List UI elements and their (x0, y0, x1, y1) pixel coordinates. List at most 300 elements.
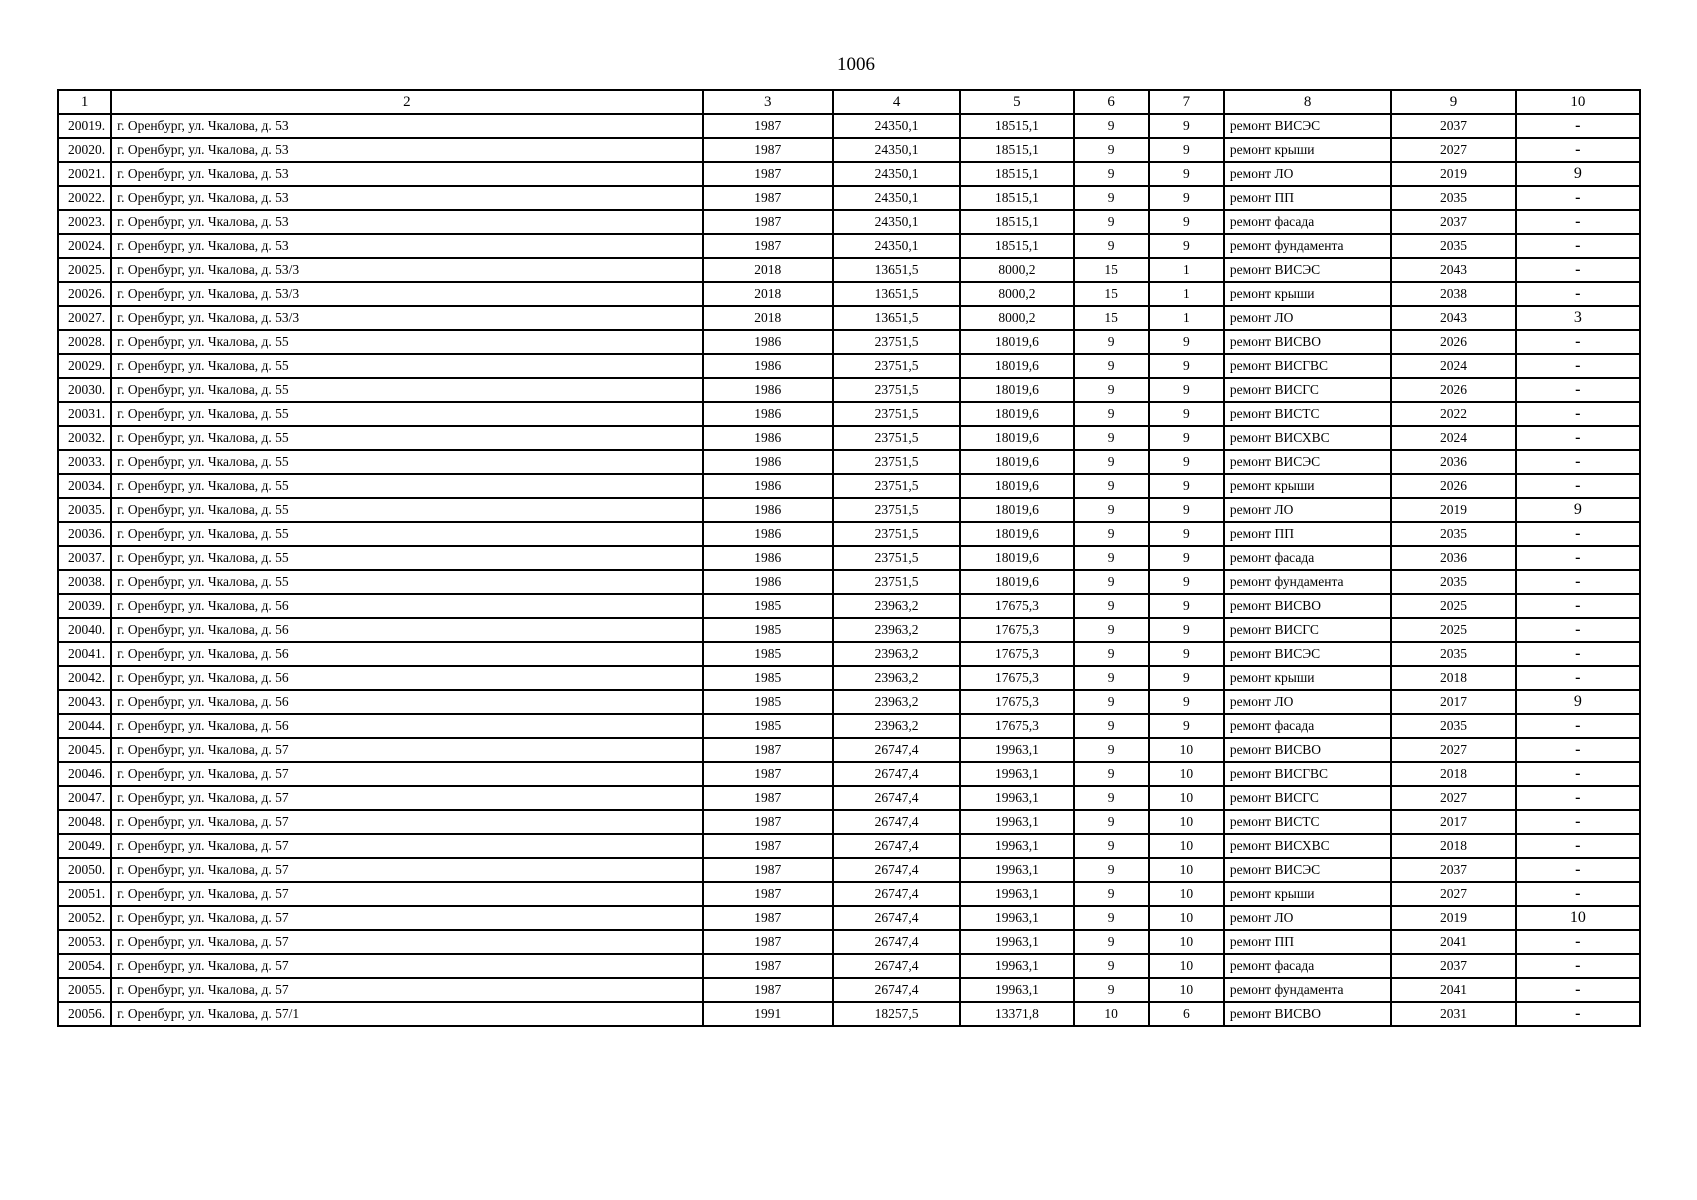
row-number-cell: 20030. (58, 378, 111, 402)
residential-area-cell: 18019,6 (960, 498, 1073, 522)
residential-area-cell: 18019,6 (960, 570, 1073, 594)
floors-cell: 9 (1074, 906, 1149, 930)
address-cell: г. Оренбург, ул. Чкалова, д. 56 (111, 690, 702, 714)
year-built-cell: 1987 (703, 762, 833, 786)
floors-cell: 15 (1074, 306, 1149, 330)
floors-cell: 9 (1074, 354, 1149, 378)
work-type-cell: ремонт ВИСТС (1224, 402, 1391, 426)
planned-year-cell: 2027 (1391, 138, 1515, 162)
row-number-cell: 20031. (58, 402, 111, 426)
total-area-cell: 23751,5 (833, 402, 960, 426)
year-built-cell: 1987 (703, 906, 833, 930)
total-area-cell: 23963,2 (833, 714, 960, 738)
work-type-cell: ремонт ВИСГВС (1224, 762, 1391, 786)
work-type-cell: ремонт крыши (1224, 282, 1391, 306)
row-number-cell: 20020. (58, 138, 111, 162)
work-type-cell: ремонт ВИСВО (1224, 738, 1391, 762)
year-built-cell: 1985 (703, 618, 833, 642)
work-type-cell: ремонт ЛО (1224, 306, 1391, 330)
column-7-cell: 9 (1149, 690, 1224, 714)
total-area-cell: 26747,4 (833, 882, 960, 906)
floors-cell: 9 (1074, 930, 1149, 954)
planned-year-cell: 2022 (1391, 402, 1515, 426)
column-10-cell: - (1516, 810, 1640, 834)
year-built-cell: 1986 (703, 546, 833, 570)
planned-year-cell: 2035 (1391, 642, 1515, 666)
residential-area-cell: 17675,3 (960, 666, 1073, 690)
floors-cell: 9 (1074, 858, 1149, 882)
total-area-cell: 26747,4 (833, 930, 960, 954)
floors-cell: 9 (1074, 426, 1149, 450)
address-cell: г. Оренбург, ул. Чкалова, д. 55 (111, 522, 702, 546)
column-10-cell: - (1516, 546, 1640, 570)
address-cell: г. Оренбург, ул. Чкалова, д. 53 (111, 138, 702, 162)
address-cell: г. Оренбург, ул. Чкалова, д. 53/3 (111, 282, 702, 306)
column-7-cell: 10 (1149, 834, 1224, 858)
planned-year-cell: 2031 (1391, 1002, 1515, 1026)
table-row (58, 498, 1640, 522)
residential-area-cell: 17675,3 (960, 714, 1073, 738)
table-row (58, 738, 1640, 762)
total-area-cell: 23963,2 (833, 594, 960, 618)
table-row (58, 618, 1640, 642)
table-row (58, 906, 1640, 930)
work-type-cell: ремонт ВИСХВС (1224, 834, 1391, 858)
year-built-cell: 1987 (703, 186, 833, 210)
floors-cell: 9 (1074, 714, 1149, 738)
work-type-cell: ремонт ВИСВО (1224, 594, 1391, 618)
row-number-cell: 20051. (58, 882, 111, 906)
residential-area-cell: 19963,1 (960, 762, 1073, 786)
address-cell: г. Оренбург, ул. Чкалова, д. 56 (111, 666, 702, 690)
floors-cell: 9 (1074, 666, 1149, 690)
residential-area-cell: 18515,1 (960, 162, 1073, 186)
work-type-cell: ремонт фасада (1224, 714, 1391, 738)
column-7-cell: 1 (1149, 258, 1224, 282)
column-7-cell: 9 (1149, 138, 1224, 162)
floors-cell: 9 (1074, 234, 1149, 258)
address-cell: г. Оренбург, ул. Чкалова, д. 53 (111, 210, 702, 234)
residential-area-cell: 19963,1 (960, 786, 1073, 810)
row-number-cell: 20048. (58, 810, 111, 834)
work-type-cell: ремонт ВИСВО (1224, 1002, 1391, 1026)
row-number-cell: 20021. (58, 162, 111, 186)
table-row (58, 330, 1640, 354)
table-row (58, 258, 1640, 282)
table-row (58, 162, 1640, 186)
column-10-cell: - (1516, 738, 1640, 762)
planned-year-cell: 2027 (1391, 882, 1515, 906)
year-built-cell: 2018 (703, 282, 833, 306)
work-type-cell: ремонт ВИСГС (1224, 618, 1391, 642)
row-number-cell: 20038. (58, 570, 111, 594)
total-area-cell: 23751,5 (833, 570, 960, 594)
column-7-cell: 9 (1149, 570, 1224, 594)
floors-cell: 9 (1074, 450, 1149, 474)
year-built-cell: 1987 (703, 210, 833, 234)
column-10-cell: - (1516, 930, 1640, 954)
year-built-cell: 1987 (703, 810, 833, 834)
row-number-cell: 20024. (58, 234, 111, 258)
row-number-cell: 20022. (58, 186, 111, 210)
row-number-cell: 20039. (58, 594, 111, 618)
table-row (58, 282, 1640, 306)
column-10-cell: - (1516, 402, 1640, 426)
floors-cell: 9 (1074, 522, 1149, 546)
total-area-cell: 13651,5 (833, 282, 960, 306)
column-10-cell: 9 (1516, 498, 1640, 522)
table-row (58, 666, 1640, 690)
residential-area-cell: 19963,1 (960, 954, 1073, 978)
year-built-cell: 1987 (703, 954, 833, 978)
floors-cell: 9 (1074, 834, 1149, 858)
address-cell: г. Оренбург, ул. Чкалова, д. 55 (111, 474, 702, 498)
column-header: 1 (58, 90, 111, 114)
column-header: 5 (960, 90, 1073, 114)
table-row (58, 186, 1640, 210)
total-area-cell: 23751,5 (833, 522, 960, 546)
row-number-cell: 20045. (58, 738, 111, 762)
column-10-cell: 10 (1516, 906, 1640, 930)
work-type-cell: ремонт ПП (1224, 186, 1391, 210)
work-type-cell: ремонт фундамента (1224, 978, 1391, 1002)
floors-cell: 9 (1074, 954, 1149, 978)
page-number: 1006 (837, 54, 875, 75)
total-area-cell: 23963,2 (833, 618, 960, 642)
planned-year-cell: 2019 (1391, 162, 1515, 186)
work-type-cell: ремонт ВИСЭС (1224, 450, 1391, 474)
column-7-cell: 1 (1149, 306, 1224, 330)
planned-year-cell: 2036 (1391, 450, 1515, 474)
residential-area-cell: 19963,1 (960, 906, 1073, 930)
floors-cell: 9 (1074, 978, 1149, 1002)
year-built-cell: 1986 (703, 570, 833, 594)
column-10-cell: - (1516, 114, 1640, 138)
planned-year-cell: 2035 (1391, 522, 1515, 546)
planned-year-cell: 2027 (1391, 738, 1515, 762)
floors-cell: 9 (1074, 786, 1149, 810)
column-7-cell: 9 (1149, 450, 1224, 474)
total-area-cell: 26747,4 (833, 738, 960, 762)
year-built-cell: 1987 (703, 930, 833, 954)
table-row (58, 1002, 1640, 1026)
floors-cell: 9 (1074, 810, 1149, 834)
column-7-cell: 1 (1149, 282, 1224, 306)
year-built-cell: 2018 (703, 258, 833, 282)
residential-area-cell: 13371,8 (960, 1002, 1073, 1026)
row-number-cell: 20050. (58, 858, 111, 882)
address-cell: г. Оренбург, ул. Чкалова, д. 56 (111, 642, 702, 666)
year-built-cell: 1986 (703, 426, 833, 450)
floors-cell: 9 (1074, 882, 1149, 906)
residential-area-cell: 8000,2 (960, 306, 1073, 330)
column-10-cell: - (1516, 666, 1640, 690)
work-type-cell: ремонт крыши (1224, 882, 1391, 906)
total-area-cell: 23751,5 (833, 330, 960, 354)
column-7-cell: 10 (1149, 738, 1224, 762)
table-row (58, 882, 1640, 906)
planned-year-cell: 2035 (1391, 570, 1515, 594)
column-10-cell: - (1516, 450, 1640, 474)
floors-cell: 9 (1074, 474, 1149, 498)
residential-area-cell: 8000,2 (960, 258, 1073, 282)
planned-year-cell: 2043 (1391, 306, 1515, 330)
planned-year-cell: 2026 (1391, 330, 1515, 354)
year-built-cell: 2018 (703, 306, 833, 330)
floors-cell: 15 (1074, 258, 1149, 282)
address-cell: г. Оренбург, ул. Чкалова, д. 57 (111, 858, 702, 882)
column-7-cell: 9 (1149, 210, 1224, 234)
column-header: 8 (1224, 90, 1391, 114)
floors-cell: 9 (1074, 138, 1149, 162)
work-type-cell: ремонт ВИСГВС (1224, 354, 1391, 378)
column-7-cell: 10 (1149, 930, 1224, 954)
planned-year-cell: 2025 (1391, 594, 1515, 618)
address-cell: г. Оренбург, ул. Чкалова, д. 57 (111, 786, 702, 810)
column-7-cell: 9 (1149, 114, 1224, 138)
column-7-cell: 10 (1149, 978, 1224, 1002)
year-built-cell: 1985 (703, 714, 833, 738)
work-type-cell: ремонт ВИСЭС (1224, 642, 1391, 666)
column-10-cell: - (1516, 522, 1640, 546)
column-10-cell: - (1516, 978, 1640, 1002)
work-type-cell: ремонт ВИСГС (1224, 786, 1391, 810)
address-cell: г. Оренбург, ул. Чкалова, д. 53/3 (111, 306, 702, 330)
floors-cell: 9 (1074, 402, 1149, 426)
address-cell: г. Оренбург, ул. Чкалова, д. 57/1 (111, 1002, 702, 1026)
planned-year-cell: 2018 (1391, 666, 1515, 690)
table-row (58, 594, 1640, 618)
planned-year-cell: 2037 (1391, 858, 1515, 882)
address-cell: г. Оренбург, ул. Чкалова, д. 57 (111, 954, 702, 978)
column-10-cell: - (1516, 762, 1640, 786)
row-number-cell: 20053. (58, 930, 111, 954)
column-10-cell: - (1516, 378, 1640, 402)
column-7-cell: 9 (1149, 354, 1224, 378)
row-number-cell: 20035. (58, 498, 111, 522)
residential-area-cell: 18019,6 (960, 522, 1073, 546)
column-10-cell: - (1516, 354, 1640, 378)
address-cell: г. Оренбург, ул. Чкалова, д. 53 (111, 234, 702, 258)
address-cell: г. Оренбург, ул. Чкалова, д. 55 (111, 330, 702, 354)
address-cell: г. Оренбург, ул. Чкалова, д. 57 (111, 834, 702, 858)
year-built-cell: 1986 (703, 330, 833, 354)
work-type-cell: ремонт фундамента (1224, 234, 1391, 258)
residential-area-cell: 18019,6 (960, 426, 1073, 450)
column-10-cell: - (1516, 594, 1640, 618)
residential-area-cell: 17675,3 (960, 642, 1073, 666)
row-number-cell: 20023. (58, 210, 111, 234)
column-7-cell: 10 (1149, 786, 1224, 810)
table-row (58, 402, 1640, 426)
table-row (58, 954, 1640, 978)
column-10-cell: - (1516, 426, 1640, 450)
planned-year-cell: 2017 (1391, 810, 1515, 834)
work-type-cell: ремонт ЛО (1224, 690, 1391, 714)
column-7-cell: 10 (1149, 858, 1224, 882)
total-area-cell: 26747,4 (833, 906, 960, 930)
row-number-cell: 20046. (58, 762, 111, 786)
residential-area-cell: 18019,6 (960, 474, 1073, 498)
work-type-cell: ремонт ВИСВО (1224, 330, 1391, 354)
residential-area-cell: 19963,1 (960, 810, 1073, 834)
residential-area-cell: 8000,2 (960, 282, 1073, 306)
total-area-cell: 13651,5 (833, 258, 960, 282)
year-built-cell: 1987 (703, 162, 833, 186)
residential-area-cell: 18019,6 (960, 546, 1073, 570)
planned-year-cell: 2035 (1391, 234, 1515, 258)
total-area-cell: 26747,4 (833, 978, 960, 1002)
year-built-cell: 1987 (703, 114, 833, 138)
table-row (58, 450, 1640, 474)
work-type-cell: ремонт фасада (1224, 546, 1391, 570)
column-10-cell: - (1516, 474, 1640, 498)
table-row (58, 114, 1640, 138)
residential-area-cell: 19963,1 (960, 738, 1073, 762)
total-area-cell: 26747,4 (833, 858, 960, 882)
column-7-cell: 9 (1149, 474, 1224, 498)
floors-cell: 9 (1074, 378, 1149, 402)
work-type-cell: ремонт ВИСХВС (1224, 426, 1391, 450)
address-cell: г. Оренбург, ул. Чкалова, д. 55 (111, 570, 702, 594)
total-area-cell: 26747,4 (833, 954, 960, 978)
row-number-cell: 20036. (58, 522, 111, 546)
year-built-cell: 1986 (703, 450, 833, 474)
year-built-cell: 1987 (703, 834, 833, 858)
total-area-cell: 23963,2 (833, 666, 960, 690)
column-10-cell: - (1516, 642, 1640, 666)
address-cell: г. Оренбург, ул. Чкалова, д. 57 (111, 810, 702, 834)
table-row (58, 786, 1640, 810)
total-area-cell: 23751,5 (833, 378, 960, 402)
planned-year-cell: 2037 (1391, 114, 1515, 138)
total-area-cell: 23963,2 (833, 690, 960, 714)
register-table (57, 89, 1641, 1027)
year-built-cell: 1986 (703, 354, 833, 378)
column-7-cell: 9 (1149, 162, 1224, 186)
address-cell: г. Оренбург, ул. Чкалова, д. 57 (111, 978, 702, 1002)
column-10-cell: - (1516, 210, 1640, 234)
work-type-cell: ремонт ЛО (1224, 498, 1391, 522)
column-7-cell: 9 (1149, 546, 1224, 570)
column-10-cell: - (1516, 258, 1640, 282)
column-header: 2 (111, 90, 702, 114)
address-cell: г. Оренбург, ул. Чкалова, д. 57 (111, 906, 702, 930)
column-7-cell: 10 (1149, 906, 1224, 930)
table-body (58, 114, 1640, 1026)
planned-year-cell: 2037 (1391, 210, 1515, 234)
table-row (58, 762, 1640, 786)
column-7-cell: 9 (1149, 522, 1224, 546)
residential-area-cell: 18515,1 (960, 114, 1073, 138)
row-number-cell: 20028. (58, 330, 111, 354)
planned-year-cell: 2018 (1391, 762, 1515, 786)
table-row (58, 234, 1640, 258)
total-area-cell: 26747,4 (833, 834, 960, 858)
address-cell: г. Оренбург, ул. Чкалова, д. 56 (111, 594, 702, 618)
column-7-cell: 9 (1149, 330, 1224, 354)
planned-year-cell: 2038 (1391, 282, 1515, 306)
column-10-cell: - (1516, 882, 1640, 906)
planned-year-cell: 2019 (1391, 906, 1515, 930)
address-cell: г. Оренбург, ул. Чкалова, д. 56 (111, 618, 702, 642)
column-10-cell: - (1516, 834, 1640, 858)
table-row (58, 426, 1640, 450)
work-type-cell: ремонт фундамента (1224, 570, 1391, 594)
year-built-cell: 1991 (703, 1002, 833, 1026)
row-number-cell: 20054. (58, 954, 111, 978)
row-number-cell: 20056. (58, 1002, 111, 1026)
table-row (58, 642, 1640, 666)
address-cell: г. Оренбург, ул. Чкалова, д. 53/3 (111, 258, 702, 282)
work-type-cell: ремонт крыши (1224, 666, 1391, 690)
address-cell: г. Оренбург, ул. Чкалова, д. 53 (111, 114, 702, 138)
planned-year-cell: 2025 (1391, 618, 1515, 642)
floors-cell: 9 (1074, 690, 1149, 714)
work-type-cell: ремонт ВИСГС (1224, 378, 1391, 402)
planned-year-cell: 2041 (1391, 930, 1515, 954)
address-cell: г. Оренбург, ул. Чкалова, д. 57 (111, 930, 702, 954)
row-number-cell: 20037. (58, 546, 111, 570)
table-row (58, 690, 1640, 714)
row-number-cell: 20041. (58, 642, 111, 666)
column-10-cell: - (1516, 714, 1640, 738)
table-row (58, 306, 1640, 330)
table-row (58, 930, 1640, 954)
row-number-cell: 20032. (58, 426, 111, 450)
work-type-cell: ремонт ВИСЭС (1224, 258, 1391, 282)
year-built-cell: 1987 (703, 882, 833, 906)
floors-cell: 10 (1074, 1002, 1149, 1026)
year-built-cell: 1985 (703, 642, 833, 666)
column-7-cell: 10 (1149, 954, 1224, 978)
planned-year-cell: 2043 (1391, 258, 1515, 282)
work-type-cell: ремонт ВИСЭС (1224, 858, 1391, 882)
residential-area-cell: 18019,6 (960, 450, 1073, 474)
column-10-cell: - (1516, 138, 1640, 162)
year-built-cell: 1986 (703, 522, 833, 546)
residential-area-cell: 18019,6 (960, 330, 1073, 354)
work-type-cell: ремонт фасада (1224, 210, 1391, 234)
floors-cell: 9 (1074, 594, 1149, 618)
residential-area-cell: 17675,3 (960, 594, 1073, 618)
residential-area-cell: 19963,1 (960, 858, 1073, 882)
planned-year-cell: 2018 (1391, 834, 1515, 858)
total-area-cell: 26747,4 (833, 762, 960, 786)
total-area-cell: 26747,4 (833, 786, 960, 810)
address-cell: г. Оренбург, ул. Чкалова, д. 55 (111, 354, 702, 378)
year-built-cell: 1986 (703, 402, 833, 426)
residential-area-cell: 19963,1 (960, 930, 1073, 954)
address-cell: г. Оренбург, ул. Чкалова, д. 53 (111, 162, 702, 186)
planned-year-cell: 2037 (1391, 954, 1515, 978)
column-10-cell: - (1516, 570, 1640, 594)
column-7-cell: 9 (1149, 234, 1224, 258)
column-7-cell: 10 (1149, 882, 1224, 906)
year-built-cell: 1987 (703, 138, 833, 162)
column-header: 3 (703, 90, 833, 114)
floors-cell: 9 (1074, 114, 1149, 138)
residential-area-cell: 18019,6 (960, 354, 1073, 378)
total-area-cell: 24350,1 (833, 162, 960, 186)
address-cell: г. Оренбург, ул. Чкалова, д. 56 (111, 714, 702, 738)
address-cell: г. Оренбург, ул. Чкалова, д. 55 (111, 402, 702, 426)
address-cell: г. Оренбург, ул. Чкалова, д. 53 (111, 186, 702, 210)
residential-area-cell: 18019,6 (960, 402, 1073, 426)
residential-area-cell: 17675,3 (960, 618, 1073, 642)
planned-year-cell: 2035 (1391, 714, 1515, 738)
row-number-cell: 20040. (58, 618, 111, 642)
